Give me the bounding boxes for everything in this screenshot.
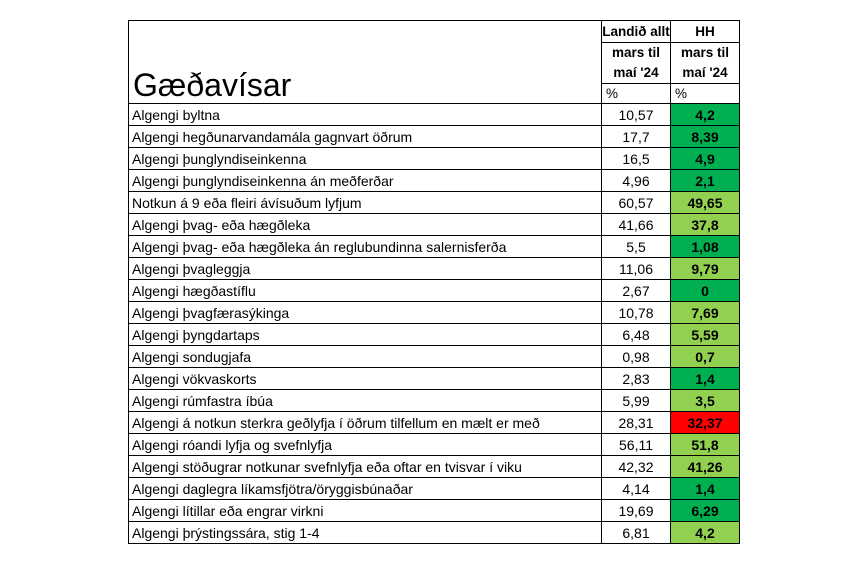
table-row xyxy=(129,390,740,412)
table-row xyxy=(129,434,740,456)
national-value: 2,83 xyxy=(602,368,671,390)
indicator-label: Notkun á 9 eða fleiri ávísuðum lyfjum xyxy=(129,192,602,214)
national-value: 4,14 xyxy=(602,478,671,500)
indicator-label: Algengi vökvaskorts xyxy=(129,368,602,390)
indicator-label: Algengi þvagfærasýkinga xyxy=(129,302,602,324)
national-value: 0,98 xyxy=(602,346,671,368)
indicator-label: Algengi sondugjafa xyxy=(129,346,602,368)
table-row xyxy=(129,148,740,170)
national-value: 5,5 xyxy=(602,236,671,258)
table-row xyxy=(129,522,740,544)
hh-value: 1,4 xyxy=(671,478,740,500)
national-value: 28,31 xyxy=(602,412,671,434)
national-unit: % xyxy=(602,84,671,104)
national-value: 5,99 xyxy=(602,390,671,412)
hh-value: 32,37 xyxy=(671,412,740,434)
hh-value: 4,9 xyxy=(671,148,740,170)
hh-value: 4,2 xyxy=(671,522,740,544)
national-value: 11,06 xyxy=(602,258,671,280)
hh-value: 4,2 xyxy=(671,104,740,126)
national-value: 19,69 xyxy=(602,500,671,522)
national-value: 56,11 xyxy=(602,434,671,456)
national-value: 6,48 xyxy=(602,324,671,346)
national-value: 6,81 xyxy=(602,522,671,544)
table-row xyxy=(129,214,740,236)
table-row xyxy=(129,280,740,302)
table-row xyxy=(129,170,740,192)
table-row xyxy=(129,412,740,434)
hh-value: 51,8 xyxy=(671,434,740,456)
indicator-label: Algengi daglegra líkamsfjötra/öryggisbúnaðar xyxy=(129,478,602,500)
hh-value: 1,4 xyxy=(671,368,740,390)
national-value: 10,57 xyxy=(602,104,671,126)
indicator-label: Algengi þyngdartaps xyxy=(129,324,602,346)
national-value: 16,5 xyxy=(602,148,671,170)
indicator-label: Algengi róandi lyfja og svefnlyfja xyxy=(129,434,602,456)
hh-value: 0 xyxy=(671,280,740,302)
indicator-label: Algengi þvag- eða hægðleka án reglubundinna salernisferða xyxy=(129,236,602,258)
indicator-label: Algengi hegðunarvandamála gagnvart öðrum xyxy=(129,126,602,148)
national-value: 42,32 xyxy=(602,456,671,478)
header-row xyxy=(129,21,740,43)
hh-value: 49,65 xyxy=(671,192,740,214)
national-period: mars til maí '24 xyxy=(602,43,671,84)
national-value: 60,57 xyxy=(602,192,671,214)
hh-value: 0,7 xyxy=(671,346,740,368)
indicator-label: Algengi lítillar eða engrar virkni xyxy=(129,500,602,522)
table-row xyxy=(129,192,740,214)
national-value: 41,66 xyxy=(602,214,671,236)
hh-column-header: HH xyxy=(671,21,740,43)
indicator-label: Algengi þvag- eða hægðleka xyxy=(129,214,602,236)
hh-value: 37,8 xyxy=(671,214,740,236)
indicator-label: Algengi þrýstingssára, stig 1-4 xyxy=(129,522,602,544)
national-value: 17,7 xyxy=(602,126,671,148)
table-title: Gæðavísar xyxy=(129,21,602,104)
hh-period: mars til maí '24 xyxy=(671,43,740,84)
national-value: 4,96 xyxy=(602,170,671,192)
indicator-label: Algengi byltna xyxy=(129,104,602,126)
table-row xyxy=(129,346,740,368)
table-row xyxy=(129,104,740,126)
table-row xyxy=(129,456,740,478)
indicator-label: Algengi þunglyndiseinkenna xyxy=(129,148,602,170)
table-row xyxy=(129,324,740,346)
indicator-label: Algengi hægðastíflu xyxy=(129,280,602,302)
table-row xyxy=(129,258,740,280)
hh-value: 3,5 xyxy=(671,390,740,412)
hh-value: 8,39 xyxy=(671,126,740,148)
indicator-label: Algengi þvagleggja xyxy=(129,258,602,280)
table-row xyxy=(129,478,740,500)
national-value: 10,78 xyxy=(602,302,671,324)
table-row xyxy=(129,126,740,148)
indicator-label: Algengi stöðugrar notkunar svefnlyfja eða oftar en tvisvar í viku xyxy=(129,456,602,478)
indicator-label: Algengi þunglyndiseinkenna án meðferðar xyxy=(129,170,602,192)
national-value: 2,67 xyxy=(602,280,671,302)
table-row xyxy=(129,368,740,390)
national-column-header: Landið allt xyxy=(602,21,671,43)
indicator-label: Algengi rúmfastra íbúa xyxy=(129,390,602,412)
indicator-label: Algengi á notkun sterkra geðlyfja í öðrum tilfellum en mælt er með xyxy=(129,412,602,434)
hh-value: 2,1 xyxy=(671,170,740,192)
table-row xyxy=(129,500,740,522)
hh-value: 7,69 xyxy=(671,302,740,324)
hh-value: 9,79 xyxy=(671,258,740,280)
quality-indicators-table xyxy=(128,20,740,544)
table-row xyxy=(129,302,740,324)
hh-value: 6,29 xyxy=(671,500,740,522)
hh-value: 1,08 xyxy=(671,236,740,258)
table-row xyxy=(129,236,740,258)
hh-value: 5,59 xyxy=(671,324,740,346)
hh-unit: % xyxy=(671,84,740,104)
hh-value: 41,26 xyxy=(671,456,740,478)
